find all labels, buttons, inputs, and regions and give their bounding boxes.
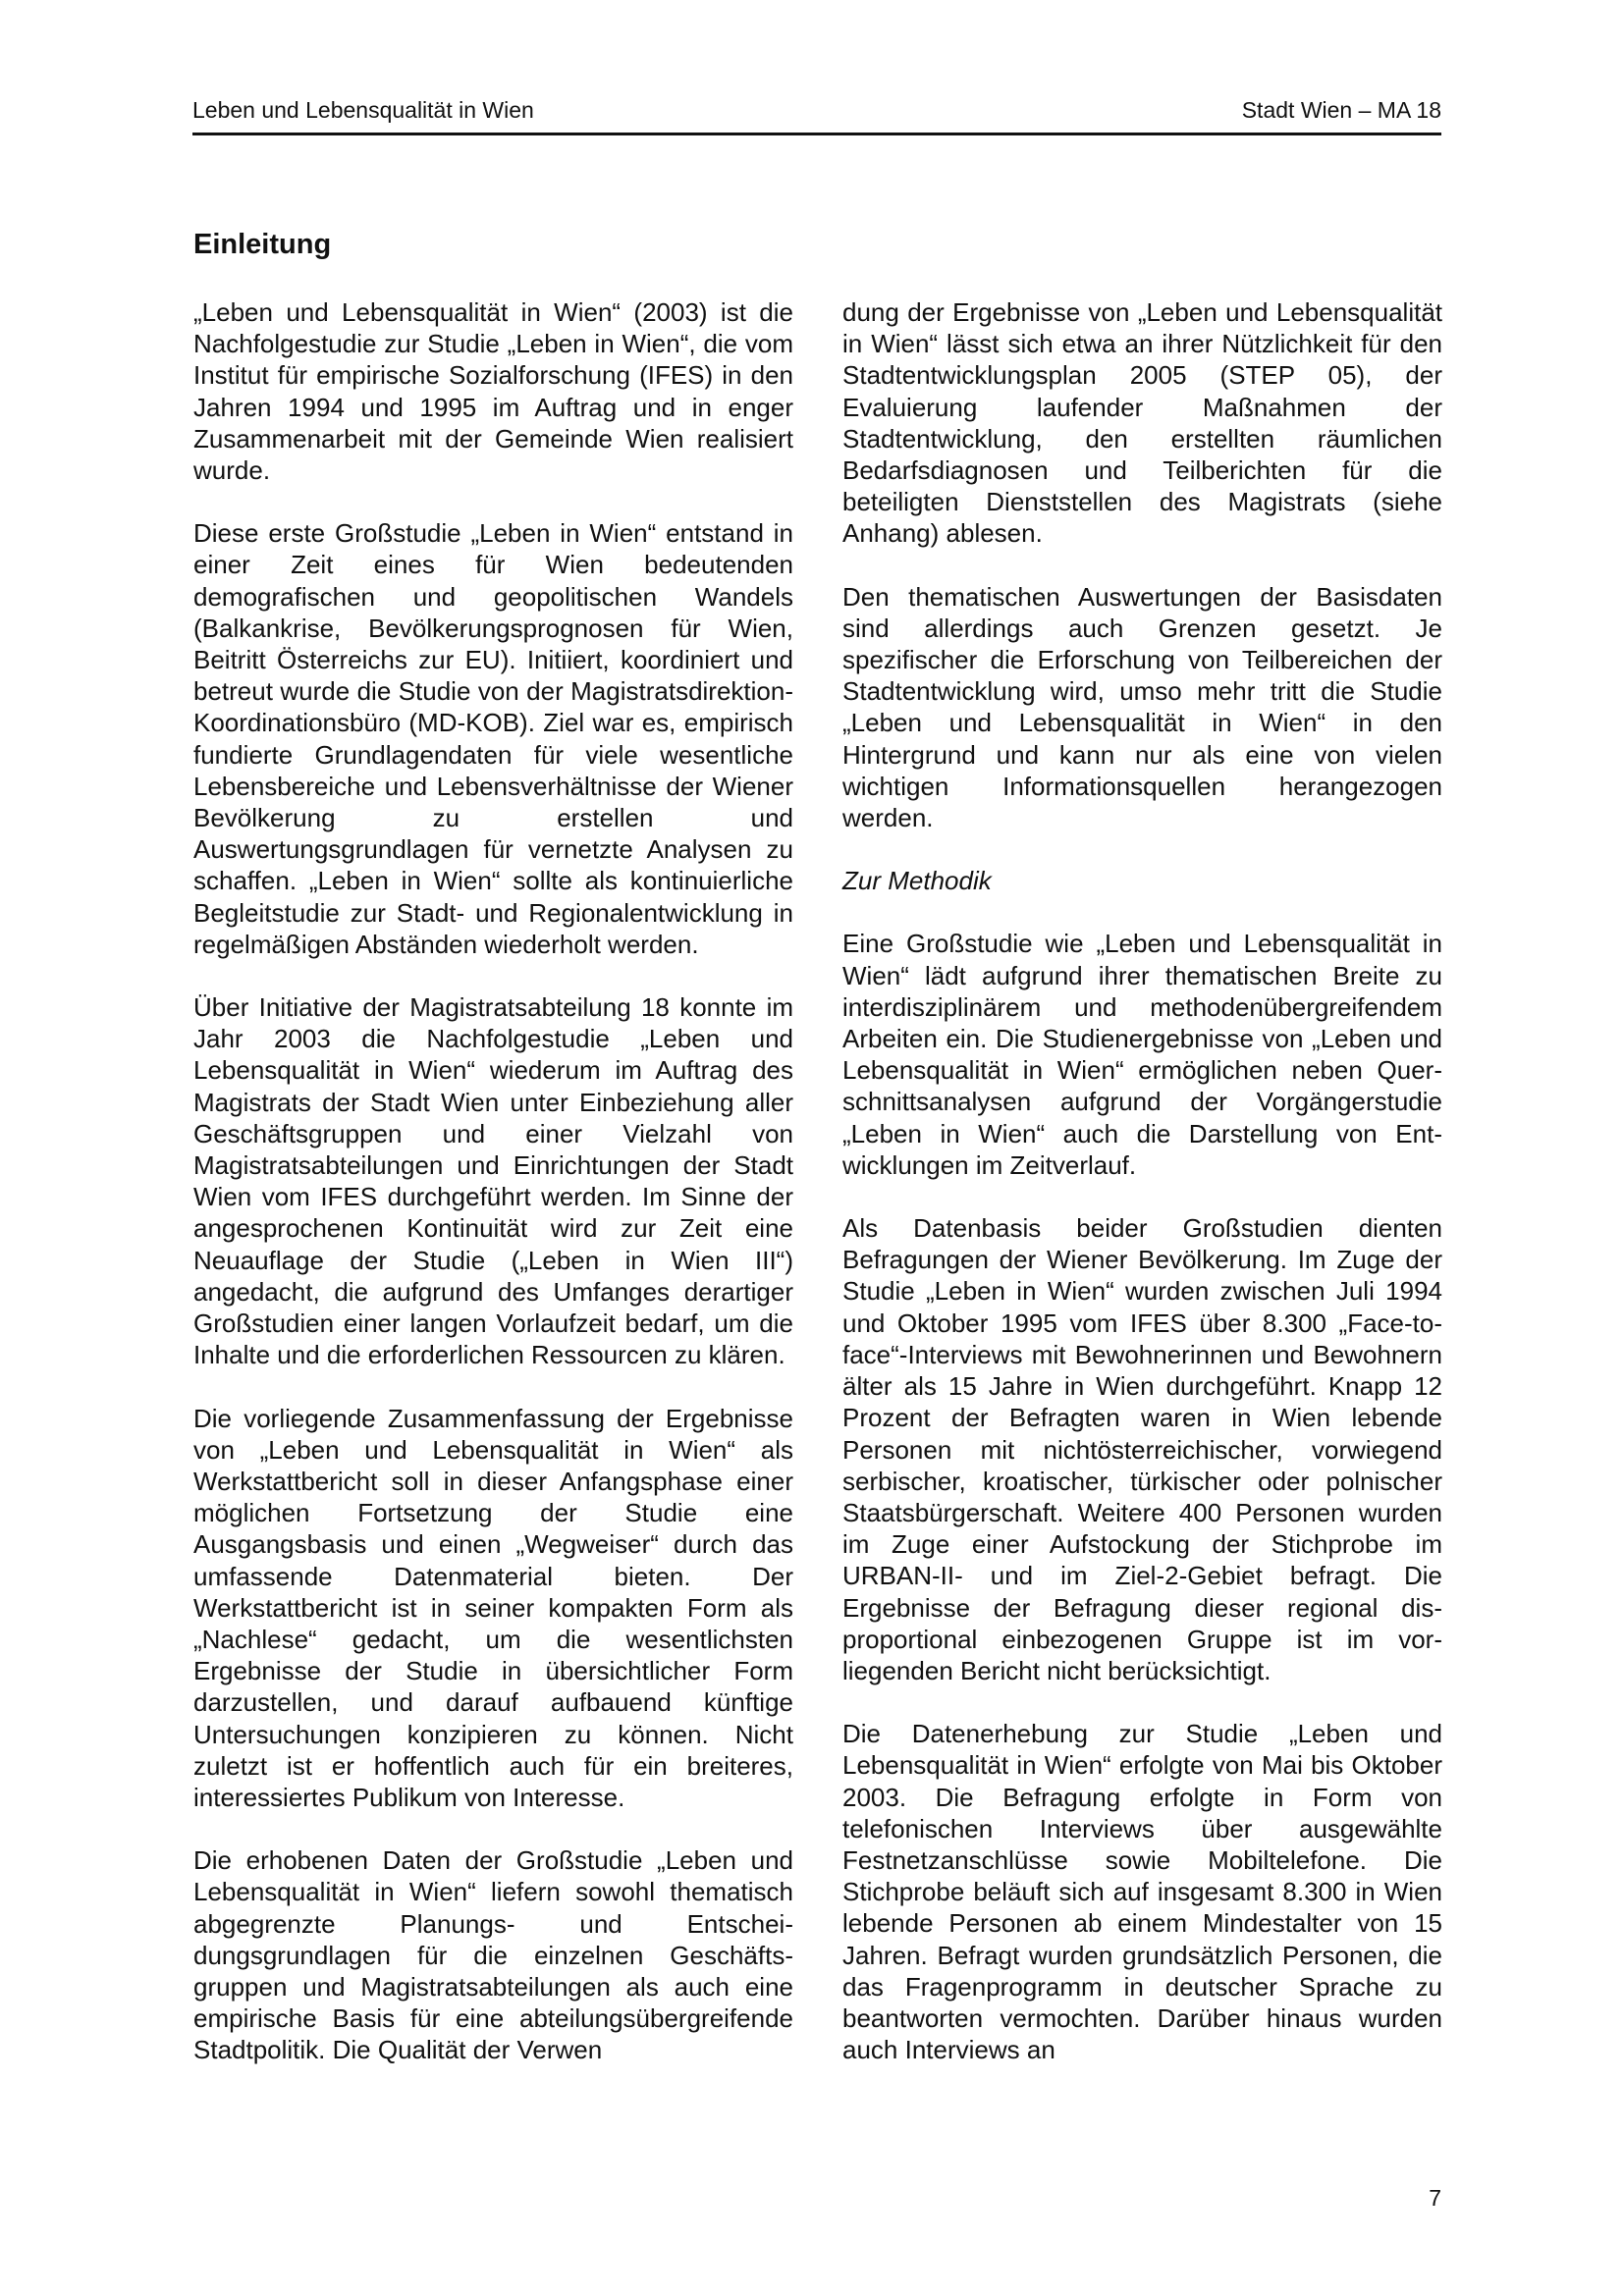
paragraph: Den thematischen Auswertungen der Basisdaten sind allerdings auch Grenzen gesetzt. Je spezifischer die Erforschung von Teilbereichen der Stadtentwicklung wird, umso mehr tritt die Studie „Leben und Lebensqualität in Wien“ in den Hintergrund und kann nur als eine von vielen wichtigen Informationsquellen herangezogen werden. (842, 581, 1442, 833)
paragraph: Die vorliegende Zusammenfassung der Ergebnisse von „Leben und Lebensqualität in Wien“ als Werkstattbericht soll in dieser Anfangsphase einer möglichen Fortsetzung der Studie eine Ausgangsbasis und einen „Wegweiser“ durch das umfassende Datenmaterial bieten. Der Werkstattbericht ist in seiner kompakten Form als „Nachlese“ gedacht, um die wesentlichsten Ergebnisse der Studie in übersichtlicher Form darzustellen, und darauf aufbauend künftige Untersuchungen konzipieren zu können. Nicht zuletzt ist er hoffentlich auch für ein breiteres, interessiertes Publikum von Interesse. (193, 1403, 793, 1812)
paragraph: Die erhobenen Daten der Großstudie „Leben und Lebensqualität in Wien“ liefern sowohl thematisch abgegrenzte Planungs- und Entscheidungsgrundlagen für die einzelnen Geschäftsgruppen und Magistratsabteilungen als auch eine empirische Basis für eine abteilungsübergreifende Stadtpolitik. Die Qualität der Verwen (193, 1845, 793, 2065)
header-publisher: Stadt Wien – MA 18 (1241, 97, 1441, 123)
paragraph: Diese erste Großstudie „Leben in Wien“ entstand in einer Zeit eines für Wien bedeutenden demografischen und geopolitischen Wandels (Balkankrise, Bevölkerungsprognosen für Wien, Beitritt Österreichs zur EU). Initiiert, koordiniert und betreut wurde die Studie von der Magistratsdirektion-Koordinationsbüro (MD-KOB). Ziel war es, empirisch fundierte Grundlagendaten für viele wesentliche Lebensbereiche und Lebensverhältnisse der Wiener Bevölkerung zu erstellen und Auswertungsgrundlagen für vernetzte Analysen zu schaffen. „Leben in Wien“ sollte als kontinuierliche Begleitstudie zur Stadt- und Regionalentwicklung in regelmäßigen Abständen wiederholt werden. (193, 518, 793, 959)
subheading-methodik: Zur Methodik (842, 866, 992, 896)
paragraph: „Leben und Lebensqualität in Wien“ (2003) ist die Nachfolgestudie zur Studie „Leben in Wien“, die vom Institut für empirische Sozialforschung (IFES) in den Jahren 1994 und 1995 im Auftrag und in enger Zusammenarbeit mit der Gemeinde Wien realisiert wurde. (193, 297, 793, 486)
paragraph: Über Initiative der Magistratsabteilung 18 konnte im Jahr 2003 die Nachfolgestudie „Leben und Lebensqualität in Wien“ wiederum im Auftrag des Magistrats der Stadt Wien unter Einbeziehung aller Geschäftsgruppen und einer Vielzahl von Magistratsabteilungen und Einrichtungen der Stadt Wien vom IFES durchgeführt werden. Im Sinne der angesprochenen Kontinuität wird zur Zeit eine Neuauflage der Studie („Leben in Wien III“) angedacht, die aufgrund des Umfanges derartiger Großstudien einer langen Vorlaufzeit bedarf, um die Inhalte und die erforderlichen Ressourcen zu klären. (193, 992, 793, 1370)
paragraph: Eine Großstudie wie „Leben und Lebensqualität in Wien“ lädt aufgrund ihrer thematischen Breite zu interdisziplinärem und methodenübergreifendem Arbeiten ein. Die Studienergebnisse von „Leben und Lebensqualität in Wien“ ermöglichen neben Querschnittsanalysen aufgrund der Vorgängerstudie „Leben in Wien“ auch die Darstellung von Entwicklungen im Zeitverlauf. (842, 929, 1442, 1180)
paragraph: dung der Ergebnisse von „Leben und Lebensqualität in Wien“ lässt sich etwa an ihrer Nützlichkeit für den Stadtentwicklungsplan 2005 (STEP 05), der Evaluierung laufender Maßnahmen der Stadtentwicklung, den erstellten räumlichen Bedarfsdiagnosen und Teilberichten für die beteiligten Dienststellen des Magistrats (siehe Anhang) ablesen. (842, 297, 1442, 549)
paragraph: Die Datenerhebung zur Studie „Leben und Lebensqualität in Wien“ erfolgte von Mai bis Oktober 2003. Die Befragung erfolgte in Form von telefonischen Interviews über ausgewählte Festnetzanschlüsse sowie Mobiltelefone. Die Stichprobe beläuft sich auf insgesamt 8.300 in Wien lebende Personen ab einem Mindestalter von 15 Jahren. Befragt wurden grundsätzlich Personen, die das Fragenprogramm in deutscher Sprache zu beantworten vermochten. Darüber hinaus wurden auch Interviews an (842, 1719, 1442, 2065)
section-title: Einleitung (193, 229, 332, 260)
page-header (192, 95, 1441, 135)
paragraph: Als Datenbasis beider Großstudien dienten Befragungen der Wiener Bevölkerung. Im Zuge der Studie „Leben in Wien“ wurden zwischen Juli 1994 und Oktober 1995 vom IFES über 8.300 „Face-to-face“-Interviews mit Bewohnerinnen und Bewohnern älter als 15 Jahre in Wien durchgeführt. Knapp 12 Prozent der Befragten waren in Wien lebende Personen mit nichtösterreichischer, vorwiegend serbischer, kroatischer, türkischer oder polnischer Staatsbürgerschaft. Weitere 400 Personen wurden im Zuge einer Aufstockung der Stichprobe im URBAN-II- und im Ziel-2-Gebiet befragt. Die Ergebnisse der Befragung dieser regional disproportional einbezogenen Gruppe ist im vorliegenden Bericht nicht berücksichtigt. (842, 1213, 1442, 1685)
left-column (193, 296, 793, 2098)
header-document-title: Leben und Lebensqualität in Wien (192, 97, 534, 123)
right-column (842, 296, 1442, 2097)
page-number: 7 (1429, 2185, 1441, 2211)
